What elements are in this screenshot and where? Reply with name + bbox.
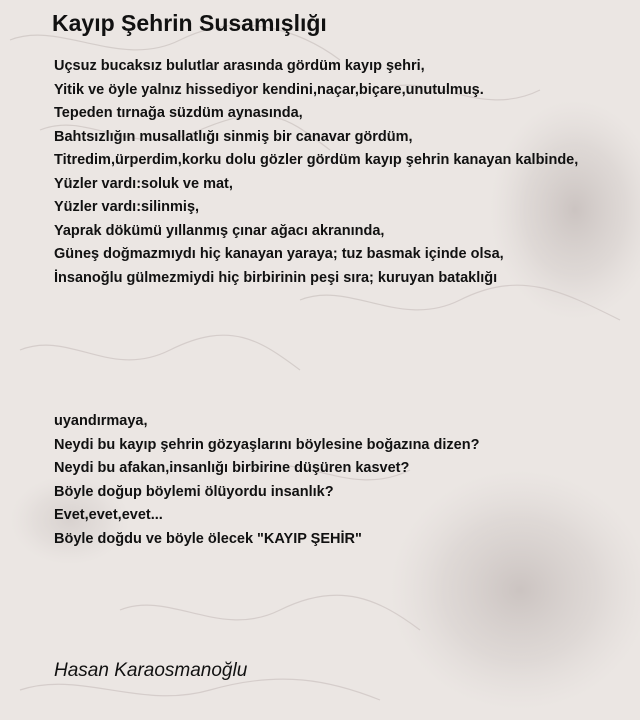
poem-title: Kayıp Şehrin Susamışlığı (52, 10, 327, 36)
poem-stanza-1 (54, 55, 578, 290)
poem-line: Tepeden tırnağa süzdüm aynasında, (54, 105, 303, 121)
poem-line: Neydi bu afakan,insanlığı birbirine düşüren kasvet? (54, 460, 410, 476)
poem-line: Uçsuz bucaksız bulutlar arasında gördüm kayıp şehri, (54, 58, 425, 74)
poem-line: İnsanoğlu gülmezmiydi hiç birbirinin peşi sıra; kuruyan bataklığı (54, 269, 498, 286)
poem-line: Böyle doğdu ve böyle ölecek "KAYIP ŞEHİR" (54, 530, 362, 547)
poem-line: Yaprak dökümü yıllanmış çınar ağacı akranında, (54, 222, 385, 239)
poem-line: Güneş doğmazmıydı hiç kanayan yaraya; tuz basmak içinde olsa, (54, 246, 504, 262)
poem-line: Bahtsızlığın musallatlığı sinmiş bir canavar gördüm, (54, 128, 413, 145)
poem-line: Titredim,ürperdim,korku dolu gözler gördüm kayıp şehrin kanayan kalbinde, (54, 152, 579, 168)
poem-line: Neydi bu kayıp şehrin gözyaşlarını böylesine boğazına dizen? (54, 436, 480, 453)
poem-line: Yitik ve öyle yalnız hissediyor kendini,naçar,biçare,unutulmuş. (54, 81, 484, 98)
poem-stanza-2 (54, 410, 479, 551)
poem-line: Böyle doğup böylemi ölüyordu insanlık? (54, 483, 334, 500)
poem-line: uyandırmaya, (54, 413, 148, 429)
poem-author: Hasan Karaosmanoğlu (54, 660, 248, 681)
poem-line: Evet,evet,evet... (54, 507, 163, 523)
poem-line: Yüzler vardı:silinmiş, (54, 199, 200, 215)
poem-line: Yüzler vardı:soluk ve mat, (54, 175, 233, 192)
